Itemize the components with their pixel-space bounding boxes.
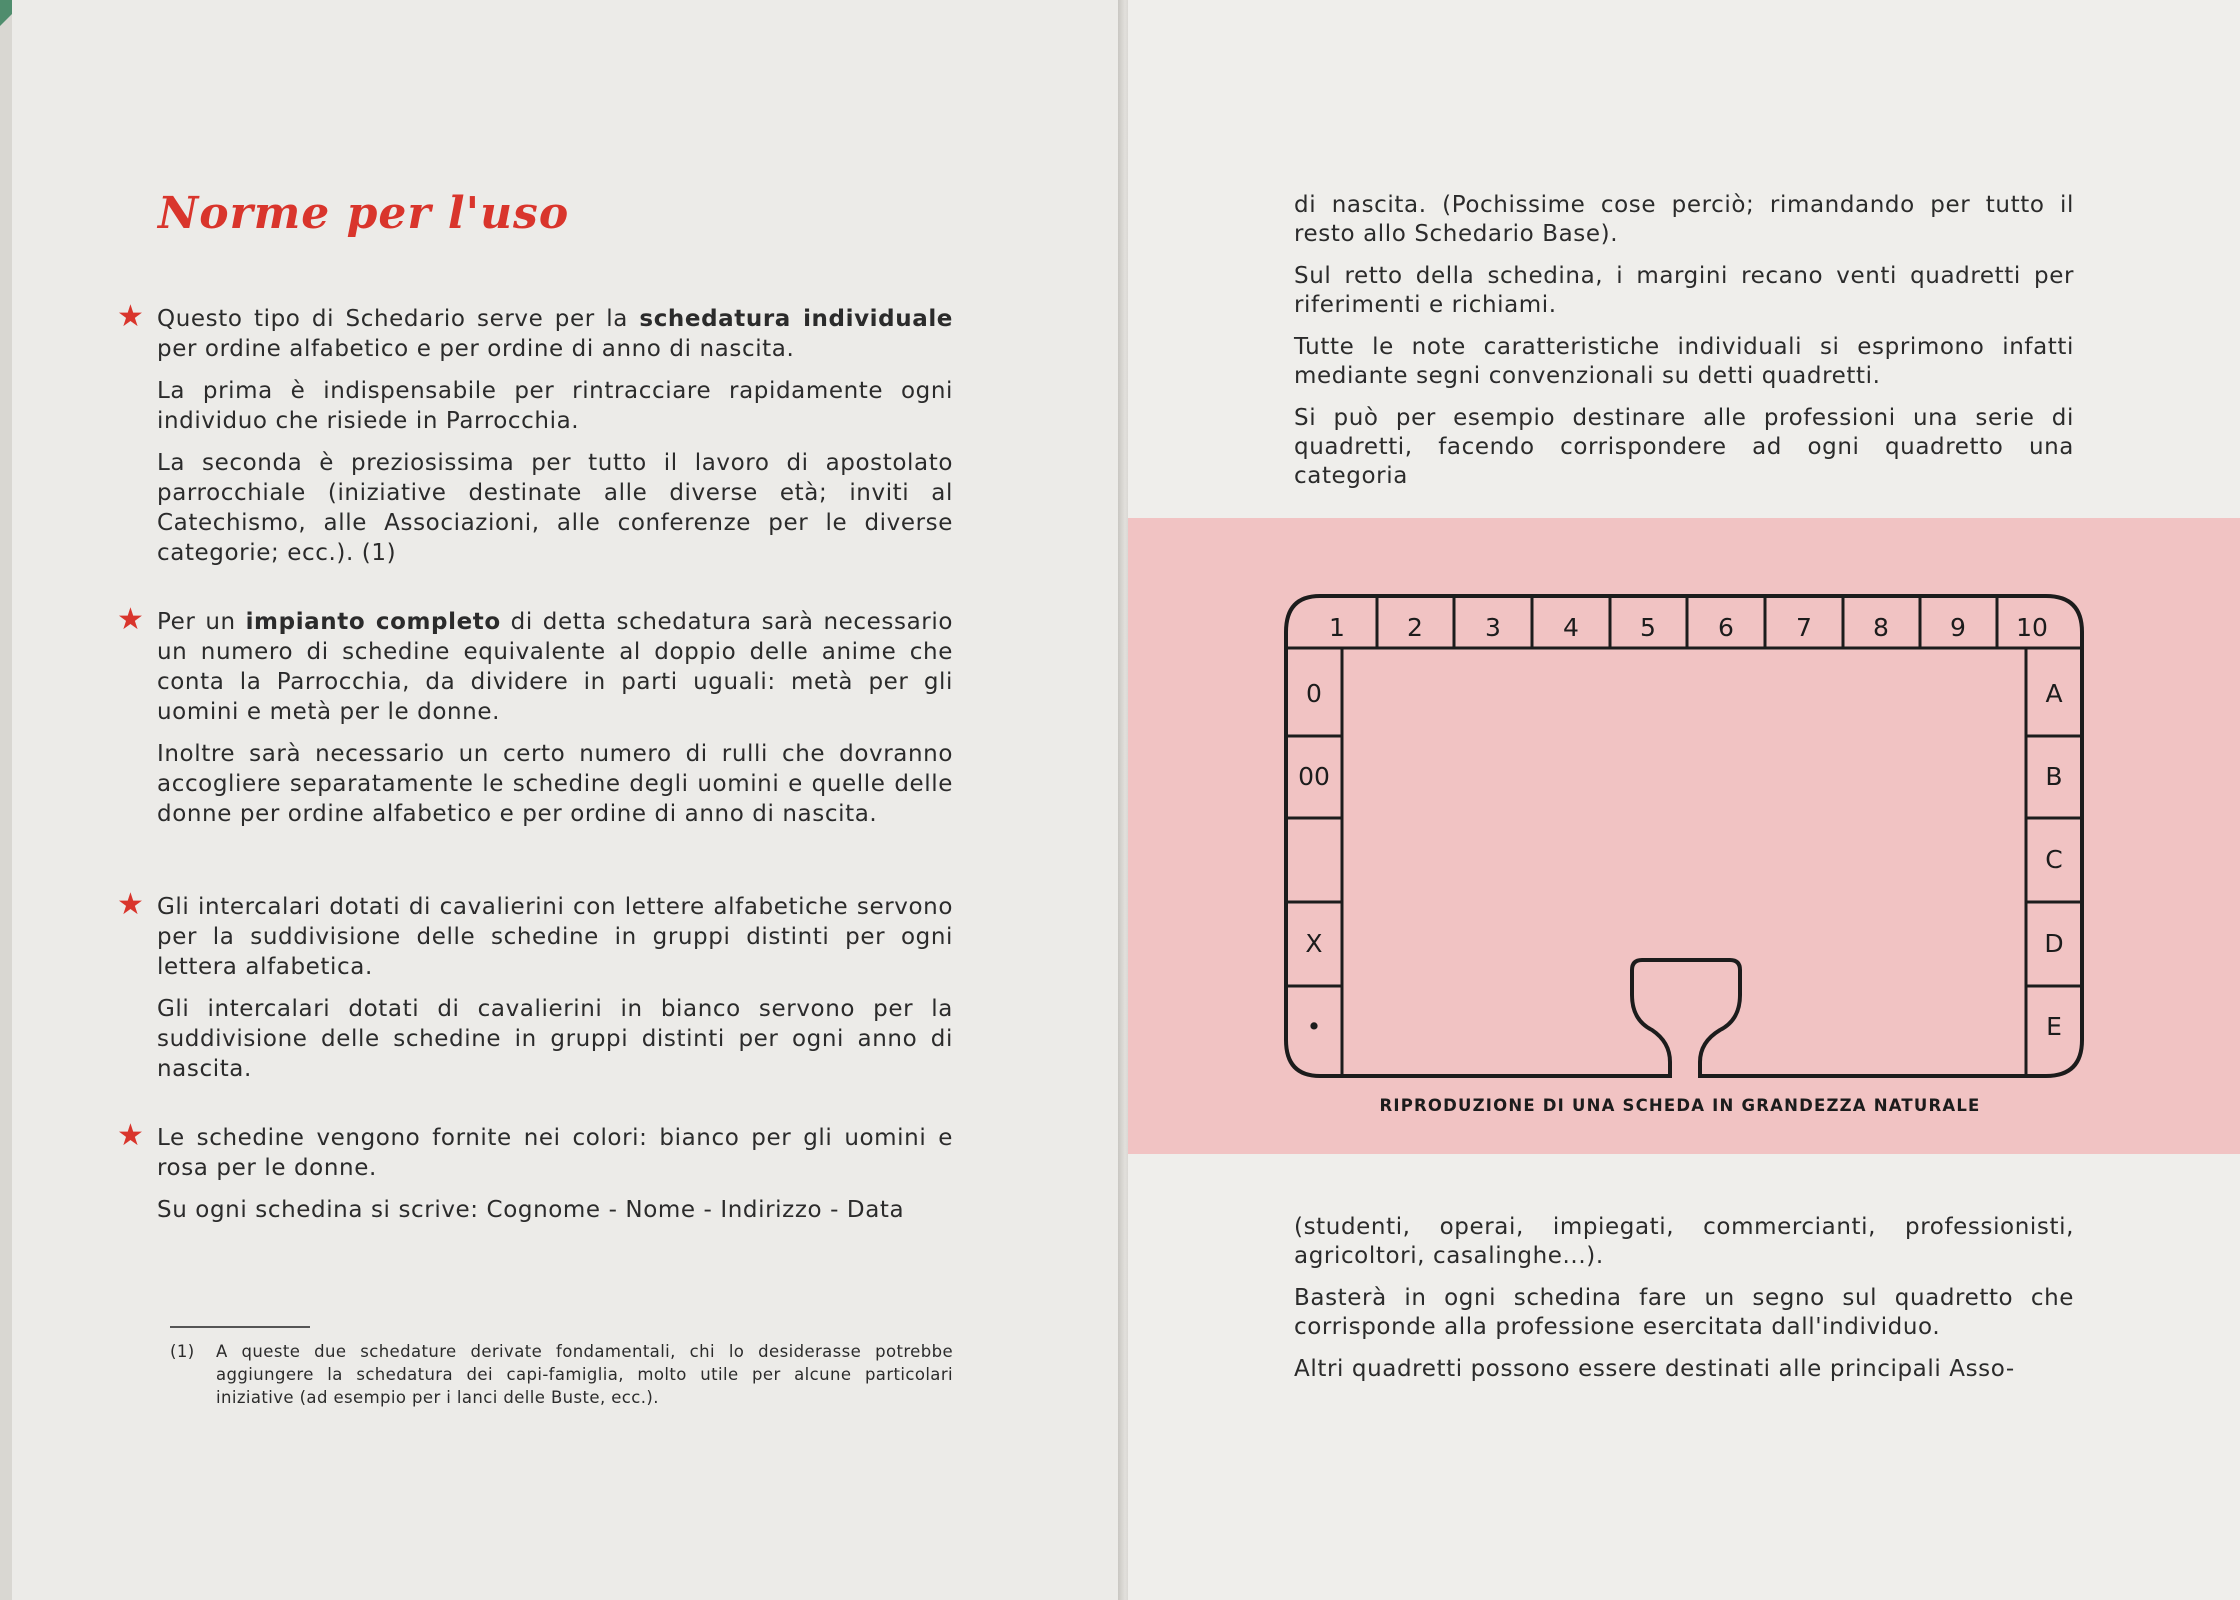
card-caption: RIPRODUZIONE DI UNA SCHEDA IN GRANDEZZA NATURALE	[1379, 1096, 1981, 1115]
right-text-top	[1294, 191, 2074, 504]
paragraph: Inoltre sarà necessario un certo numero di rulli che dovranno accogliere separatamente le schedine degli uomini e quelle delle donne per ordine alfabetico e per ordine di anno di nascita.	[157, 741, 953, 827]
card-box-3: 3	[1485, 613, 1501, 642]
paragraph: Altri quadretti possono essere destinati alle principali Asso-	[1294, 1356, 2015, 1382]
card-box-x: X	[1305, 929, 1323, 958]
card-box-dot: •	[1306, 1012, 1322, 1041]
card-box-4: 4	[1563, 613, 1579, 642]
section-4	[117, 1118, 953, 1237]
footnote-divider	[170, 1326, 310, 1328]
paragraph: La seconda è preziosissima per tutto il lavoro di apostolato parrocchiale (iniziative destinate alle diverse età; inviti al Catechismo, alle Associazioni, alle conferenze per le diverse categorie; ecc.). (1)	[157, 450, 953, 566]
card-box-7: 7	[1796, 613, 1812, 642]
paragraph: (studenti, operai, impiegati, commercianti, professionisti, agricoltori, casalinghe...).	[1294, 1214, 2074, 1269]
paragraph: di nascita. (Pochissime cose perciò; rimandando per tutto il resto allo Schedario Base).	[1294, 192, 2074, 247]
card-diagram	[1280, 590, 2086, 1086]
card-box-d: D	[2044, 929, 2064, 958]
right-text-bottom	[1294, 1213, 2074, 1397]
star-icon: ★	[117, 887, 144, 922]
paragraph: Sul retto della schedina, i margini recano venti quadretti per riferimenti e richiami.	[1294, 263, 2074, 318]
card-box-9: 9	[1950, 613, 1966, 642]
card-box-6: 6	[1718, 613, 1734, 642]
card-box-e: E	[2046, 1012, 2062, 1041]
page-title: Norme per l'uso	[158, 188, 570, 239]
section-3	[117, 887, 953, 1096]
card-outline	[1286, 596, 2082, 1076]
paragraph: Per un impianto completo di detta schedatura sarà necessario un numero di schedine equivalente al doppio delle anime che conta la Parrocchia, da dividere in parti uguali: metà per gli uomini e metà per le donne.	[157, 609, 953, 725]
paragraph: Gli intercalari dotati di cavalierini in bianco servono per la suddivisione delle schedine in gruppi distinti per ogni anno di nascita.	[157, 996, 953, 1082]
card-box-b: B	[2045, 762, 2063, 791]
paragraph: Questo tipo di Schedario serve per la schedatura individuale per ordine alfabetico e per ordine di anno di nascita.	[157, 306, 953, 362]
paragraph: La prima è indispensabile per rintracciare rapidamente ogni individuo che risiede in Parrocchia.	[157, 378, 953, 434]
card-box-10: 10	[2016, 613, 2048, 642]
card-box-00: 00	[1298, 762, 1330, 791]
section-1	[117, 299, 953, 580]
card-box-0: 0	[1306, 679, 1322, 708]
paragraph: Su ogni schedina si scrive: Cognome - Nome - Indirizzo - Data	[157, 1197, 905, 1223]
footnote	[170, 1340, 953, 1409]
section-2	[117, 602, 953, 841]
card-box-5: 5	[1640, 613, 1656, 642]
card-box-2: 2	[1407, 613, 1423, 642]
star-icon: ★	[117, 299, 144, 334]
paragraph: Basterà in ogni schedina fare un segno sul quadretto che corrisponde alla professione esercitata dall'individuo.	[1294, 1285, 2074, 1340]
footnote-text: A queste due schedature derivate fondamentali, chi lo desiderasse potrebbe aggiungere la schedatura dei capi-famiglia, molto utile per alcune particolari iniziative (ad esempio per i lanci delle Buste, ecc.).	[216, 1342, 953, 1407]
paragraph: Gli intercalari dotati di cavalierini con lettere alfabetiche servono per la suddivisione delle schedine in gruppi distinti per ogni lettera alfabetica.	[157, 894, 953, 980]
star-icon: ★	[117, 602, 144, 637]
paragraph: Si può per esempio destinare alle professioni una serie di quadretti, facendo corrispondere ad ogni quadretto una categoria	[1294, 405, 2074, 489]
paragraph: Tutte le note caratteristiche individuali si esprimono infatti mediante segni convenzionali su detti quadretti.	[1294, 334, 2074, 389]
footnote-mark: (1)	[170, 1342, 195, 1361]
card-box-8: 8	[1873, 613, 1889, 642]
paragraph: Le schedine vengono fornite nei colori: bianco per gli uomini e rosa per le donne.	[157, 1125, 953, 1181]
star-icon: ★	[117, 1118, 144, 1153]
card-box-1: 1	[1329, 613, 1345, 642]
card-box-a: A	[2045, 679, 2063, 708]
card-box-c: C	[2045, 845, 2063, 874]
